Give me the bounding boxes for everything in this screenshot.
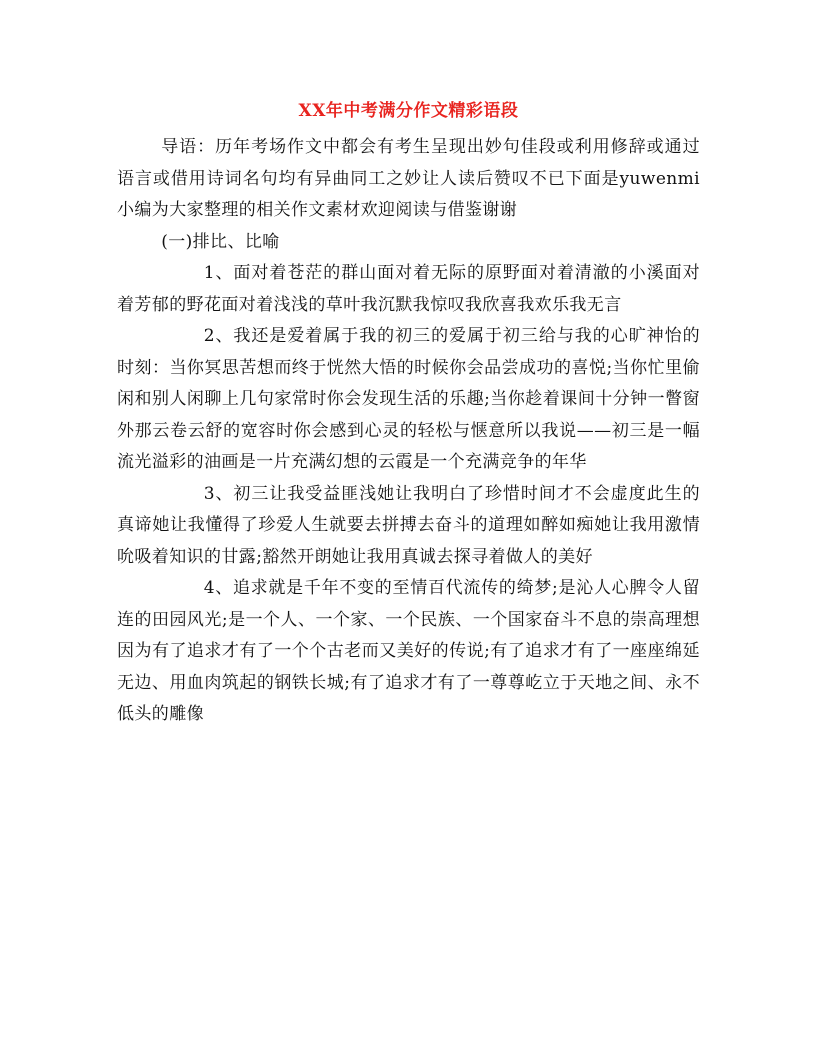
paragraph-4: 4、追求就是千年不变的至情百代流传的绮梦;是沁人心脾令人留连的田园风光;是一个人、一个家、一个民族、一个国家奋斗不息的崇高理想因为有了追求才有了一个个古老而又美好的传说;有了追求才有了一座座绵延无边、用血肉筑起的钢铁长城;有了追求才有了一尊尊屹立于天地之间、永不低头的雕像	[117, 578, 700, 724]
document-page	[117, 96, 700, 731]
paragraph-1: 1、面对着苍茫的群山面对着无际的原野面对着清澈的小溪面对着芳郁的野花面对着浅浅的草叶我沉默我惊叹我欣喜我欢乐我无言	[117, 263, 700, 315]
document-title: XX年中考满分作文精彩语段	[298, 101, 519, 121]
paragraph-3: 3、初三让我受益匪浅她让我明白了珍惜时间才不会虚度此生的真谛她让我懂得了珍爱人生就要去拼搏去奋斗的道理如醉如痴她让我用激情吮吸着知识的甘露;豁然开朗她让我用真诚去探寻着做人的美好	[117, 483, 700, 567]
intro-paragraph: 导语：历年考场作文中都会有考生呈现出妙句佳段或利用修辞或通过语言或借用诗词名句均有异曲同工之妙让人读后赞叹不已下面是yuwenmi小编为大家整理的相关作文素材欢迎阅读与借鉴谢谢	[117, 137, 700, 220]
paragraph-2: 2、我还是爱着属于我的初三的爱属于初三给与我的心旷神怡的时刻：当你冥思苦想而终于恍然大悟的时候你会品尝成功的喜悦;当你忙里偷闲和别人闲聊上几句家常时你会发现生活的乐趣;当你趁着课间十分钟一瞥窗外那云卷云舒的宽容时你会感到心灵的轻松与惬意所以我说——初三是一幅流光溢彩的油画是一片充满幻想的云霞是一个充满竞争的年华	[117, 326, 700, 472]
section-heading: (一)排比、比喻	[161, 231, 280, 252]
